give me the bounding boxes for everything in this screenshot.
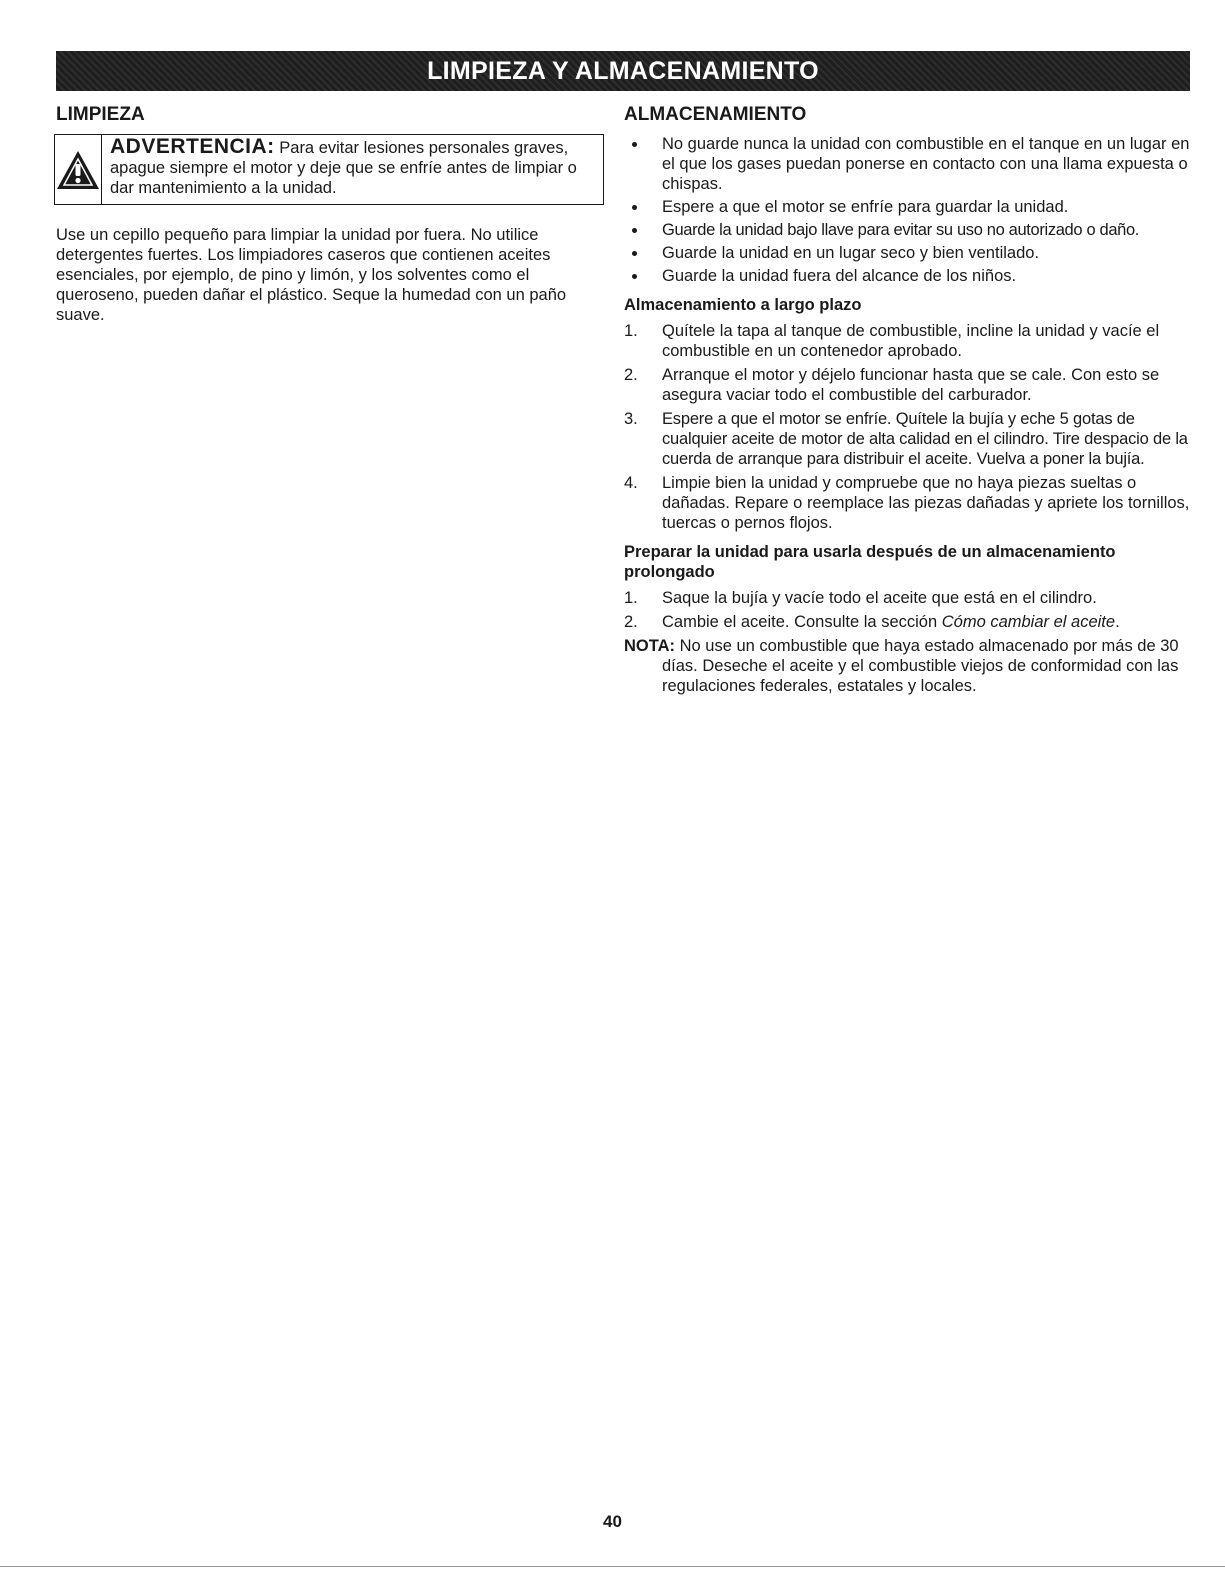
long-term-steps <box>624 321 1192 533</box>
step-text-end: . <box>1115 613 1120 631</box>
list-item: Espere a que el motor se enfríe para guardar la unidad. <box>624 197 1192 217</box>
warning-message: Para evitar lesiones personales graves, apague siempre el motor y deje que se enfríe antes de limpiar o dar mantenimiento a la unidad. <box>110 139 577 197</box>
step-number: 3. <box>624 410 638 428</box>
bottom-divider <box>0 1566 1225 1567</box>
step-text: Quítele la tapa al tanque de combustible, incline la unidad y vacíe el combustible en un contenedor aprobado. <box>662 322 1160 360</box>
list-item: Guarde la unidad bajo llave para evitar su uso no autorizado o daño. <box>624 220 1192 240</box>
list-item <box>624 588 1192 608</box>
storage-bullet-list <box>624 134 1192 286</box>
warning-label: ADVERTENCIA: <box>110 135 275 158</box>
step-number: 1. <box>624 322 638 340</box>
step-text: Arranque el motor y déjelo funcionar hasta que se cale. Con esto se asegura vaciar todo el combustible del carburador. <box>662 366 1160 404</box>
step-number: 1. <box>624 589 638 607</box>
step-text: Espere a que el motor se enfríe. Quítele la bujía y eche 5 gotas de cualquier aceite de motor de alta calidad en el cilindro. Tire despacio de la cuerda de arranque para distribuir el aceite. Vuelva a poner la bujía. <box>662 410 1188 468</box>
storage-column <box>624 104 1192 696</box>
step-text: Cambie el aceite. Consulte la sección <box>662 613 942 631</box>
warning-text <box>102 135 603 204</box>
warning-box <box>54 134 604 205</box>
prepare-after-storage-title: Preparar la unidad para usarla después de un almacenamiento prolongado <box>624 543 1116 581</box>
list-item: Guarde la unidad en un lugar seco y bien ventilado. <box>624 243 1192 263</box>
list-item <box>624 321 1192 361</box>
step-text: Saque la bujía y vacíe todo el aceite que está en el cilindro. <box>662 589 1097 607</box>
cleaning-title: LIMPIEZA <box>56 104 145 125</box>
page-number: 40 <box>603 1512 622 1531</box>
step-number: 2. <box>624 613 638 631</box>
step-number: 4. <box>624 474 638 492</box>
cleaning-column <box>56 104 604 325</box>
step-number: 2. <box>624 366 638 384</box>
list-item <box>624 612 1192 632</box>
note <box>624 636 1192 696</box>
list-item: No guarde nunca la unidad con combustible en el tanque en un lugar en el que los gases puedan ponerse en contacto con una llama expuesta o chispas. <box>624 134 1192 194</box>
list-item <box>624 473 1192 533</box>
warning-triangle-icon <box>55 135 102 204</box>
long-term-storage-title: Almacenamiento a largo plazo <box>624 296 862 314</box>
section-reference: Cómo cambiar el aceite <box>941 613 1116 631</box>
list-item: Guarde la unidad fuera del alcance de los niños. <box>624 266 1192 286</box>
step-text: Limpie bien la unidad y compruebe que no haya piezas sueltas o dañadas. Repare o reemplace las piezas dañadas y apriete los tornillos, tuercas o pernos flojos. <box>662 474 1190 532</box>
prepare-steps <box>624 588 1192 632</box>
section-banner: LIMPIEZA Y ALMACENAMIENTO <box>56 51 1190 91</box>
list-item <box>624 365 1192 405</box>
cleaning-paragraph: Use un cepillo pequeño para limpiar la unidad por fuera. No utilice detergentes fuertes. Los limpiadores caseros que contienen aceites esenciales, por ejemplo, de pino y limón, y los solventes como el queroseno, pueden dañar el plástico. Seque la humedad con un paño suave. <box>56 226 567 324</box>
note-text: No use un combustible que haya estado almacenado por más de 30 días. Deseche el aceite y el combustible viejos de conformidad con las regulaciones federales, estatales y locales. <box>662 637 1179 695</box>
step-text-container <box>662 612 1192 632</box>
list-item <box>624 409 1192 469</box>
note-label: NOTA: <box>624 637 676 655</box>
storage-title: ALMACENAMIENTO <box>624 104 807 125</box>
